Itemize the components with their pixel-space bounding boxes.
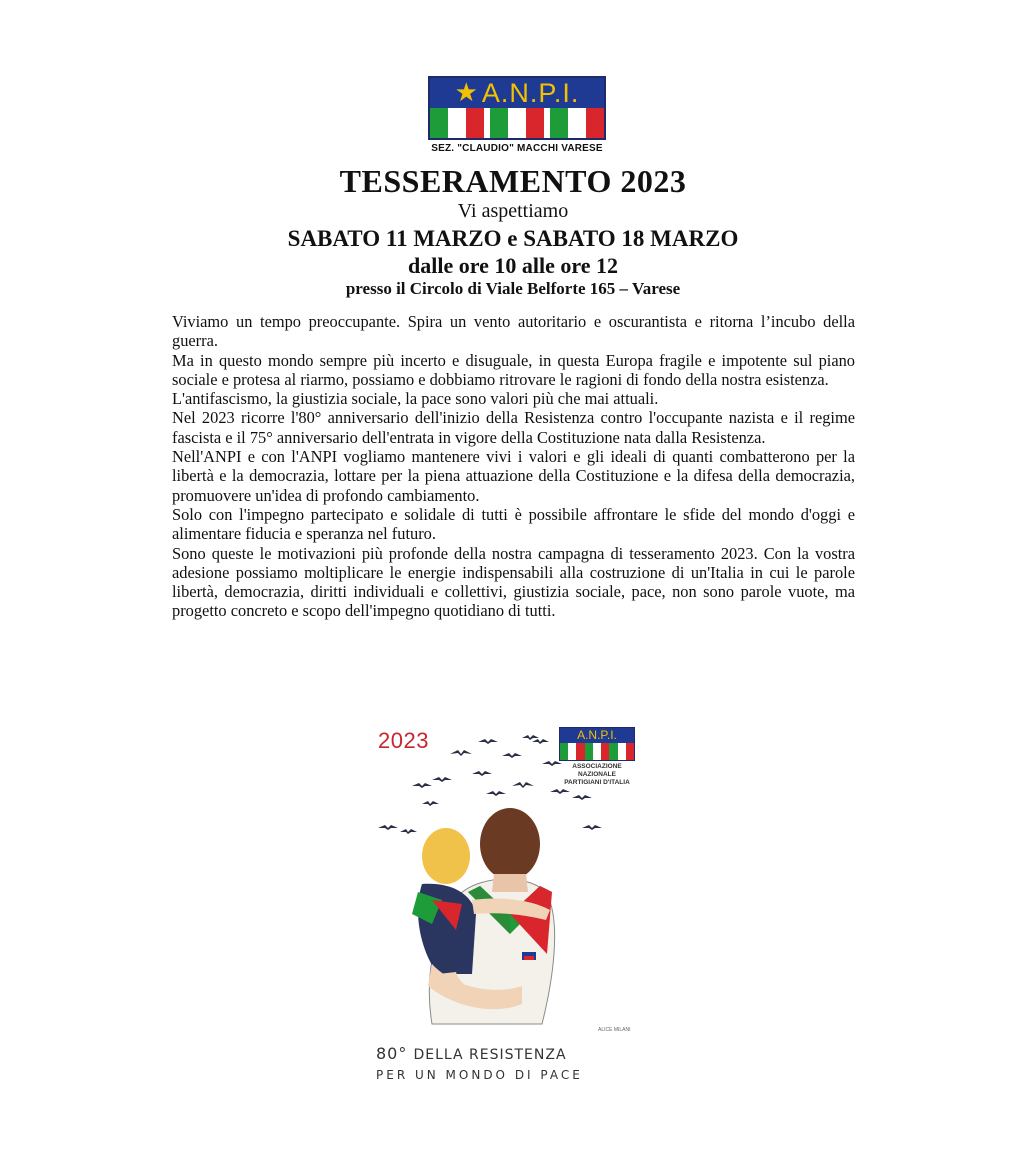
poster-logo-text: A.N.P.I. <box>560 728 634 743</box>
anpi-logo-badge <box>428 76 606 140</box>
poster-year: 2023 <box>378 728 429 753</box>
event-hours: dalle ore 10 alle ore 12 <box>408 253 618 278</box>
poster-headline-text: DELLA RESISTENZA <box>413 1047 567 1063</box>
anpi-logo-banner <box>430 78 604 108</box>
paragraph: Viviamo un tempo preoccupante. Spira un vento autoritario e oscurantista e ritorna l’incubo della guerra. <box>172 312 855 351</box>
paragraph: Ma in questo mondo sempre più incerto e disuguale, in questa Europa fragile e impotente sul piano sociale e protesa al riarmo, possiamo e dobbiamo ritrovare le ragioni di fondo della nostra esistenza. <box>172 350 855 389</box>
poster-tagline: PER UN MONDO DI PACE <box>376 1068 583 1082</box>
section-name: SEZ. "CLAUDIO" MACCHI VARESE <box>431 143 603 154</box>
event-dates: SABATO 11 MARZO e SABATO 18 MARZO <box>287 226 739 251</box>
paragraph: L'antifascismo, la giustizia sociale, la pace sono valori più che mai attuali. <box>172 389 659 409</box>
tricolor-flags <box>430 108 604 138</box>
anpi-logo-text: A.N.P.I. <box>481 78 580 108</box>
paragraph: Sono queste le motivazioni più profonde della nostra campagna di tesseramento 2023. Con la vostra adesione possiamo moltiplicare le energie indispensabili alla costruzione di un'Italia in cui le parole libertà, democrazia, diritti individuali e collettivi, giustizia sociale, pace, non sono parole vuote, ma progetto concreto e scopo dell'impegno quotidiano di tutti. <box>172 543 855 621</box>
paragraph: Nell'ANPI e con l'ANPI vogliamo mantenere vivi i valori e gli ideali di quanti combatterono per la libertà e la democrazia, lottare per la piena attuazione della Costituzione e la difesa della democrazia, promuovere un'idea di profondo cambiamento. <box>172 447 855 505</box>
poster-headline-number: 80° <box>376 1044 408 1063</box>
page-title: TESSERAMENTO 2023 <box>339 163 687 199</box>
paragraph: Nel 2023 ricorre l'80° anniversario dell'inizio della Resistenza contro l'occupante nazista e il regime fascista e il 75° anniversario dell'entrata in vigore della Costituzione nata dalla Resistenza. <box>172 408 855 447</box>
poster-anpi-logo <box>559 727 635 787</box>
poster-logo-subtitle: ASSOCIAZIONE NAZIONALE PARTIGIANI D'ITALIA <box>564 763 630 786</box>
subtitle: Vi aspettiamo <box>457 200 569 222</box>
artist-signature: ALICE MILANI <box>598 1027 631 1033</box>
poster-headline <box>376 1044 567 1063</box>
body-text <box>172 312 855 621</box>
event-place: presso il Circolo di Viale Belforte 165 – Varese <box>345 279 681 298</box>
anpi-logo <box>428 76 606 154</box>
campaign-poster <box>372 724 644 1094</box>
star-icon: ★ <box>454 78 478 108</box>
paragraph: Solo con l'impegno partecipato e solidale di tutti è possibile affrontare le sfide del mondo d'oggi e alimentare fiducia e speranza nel futuro. <box>172 504 855 544</box>
